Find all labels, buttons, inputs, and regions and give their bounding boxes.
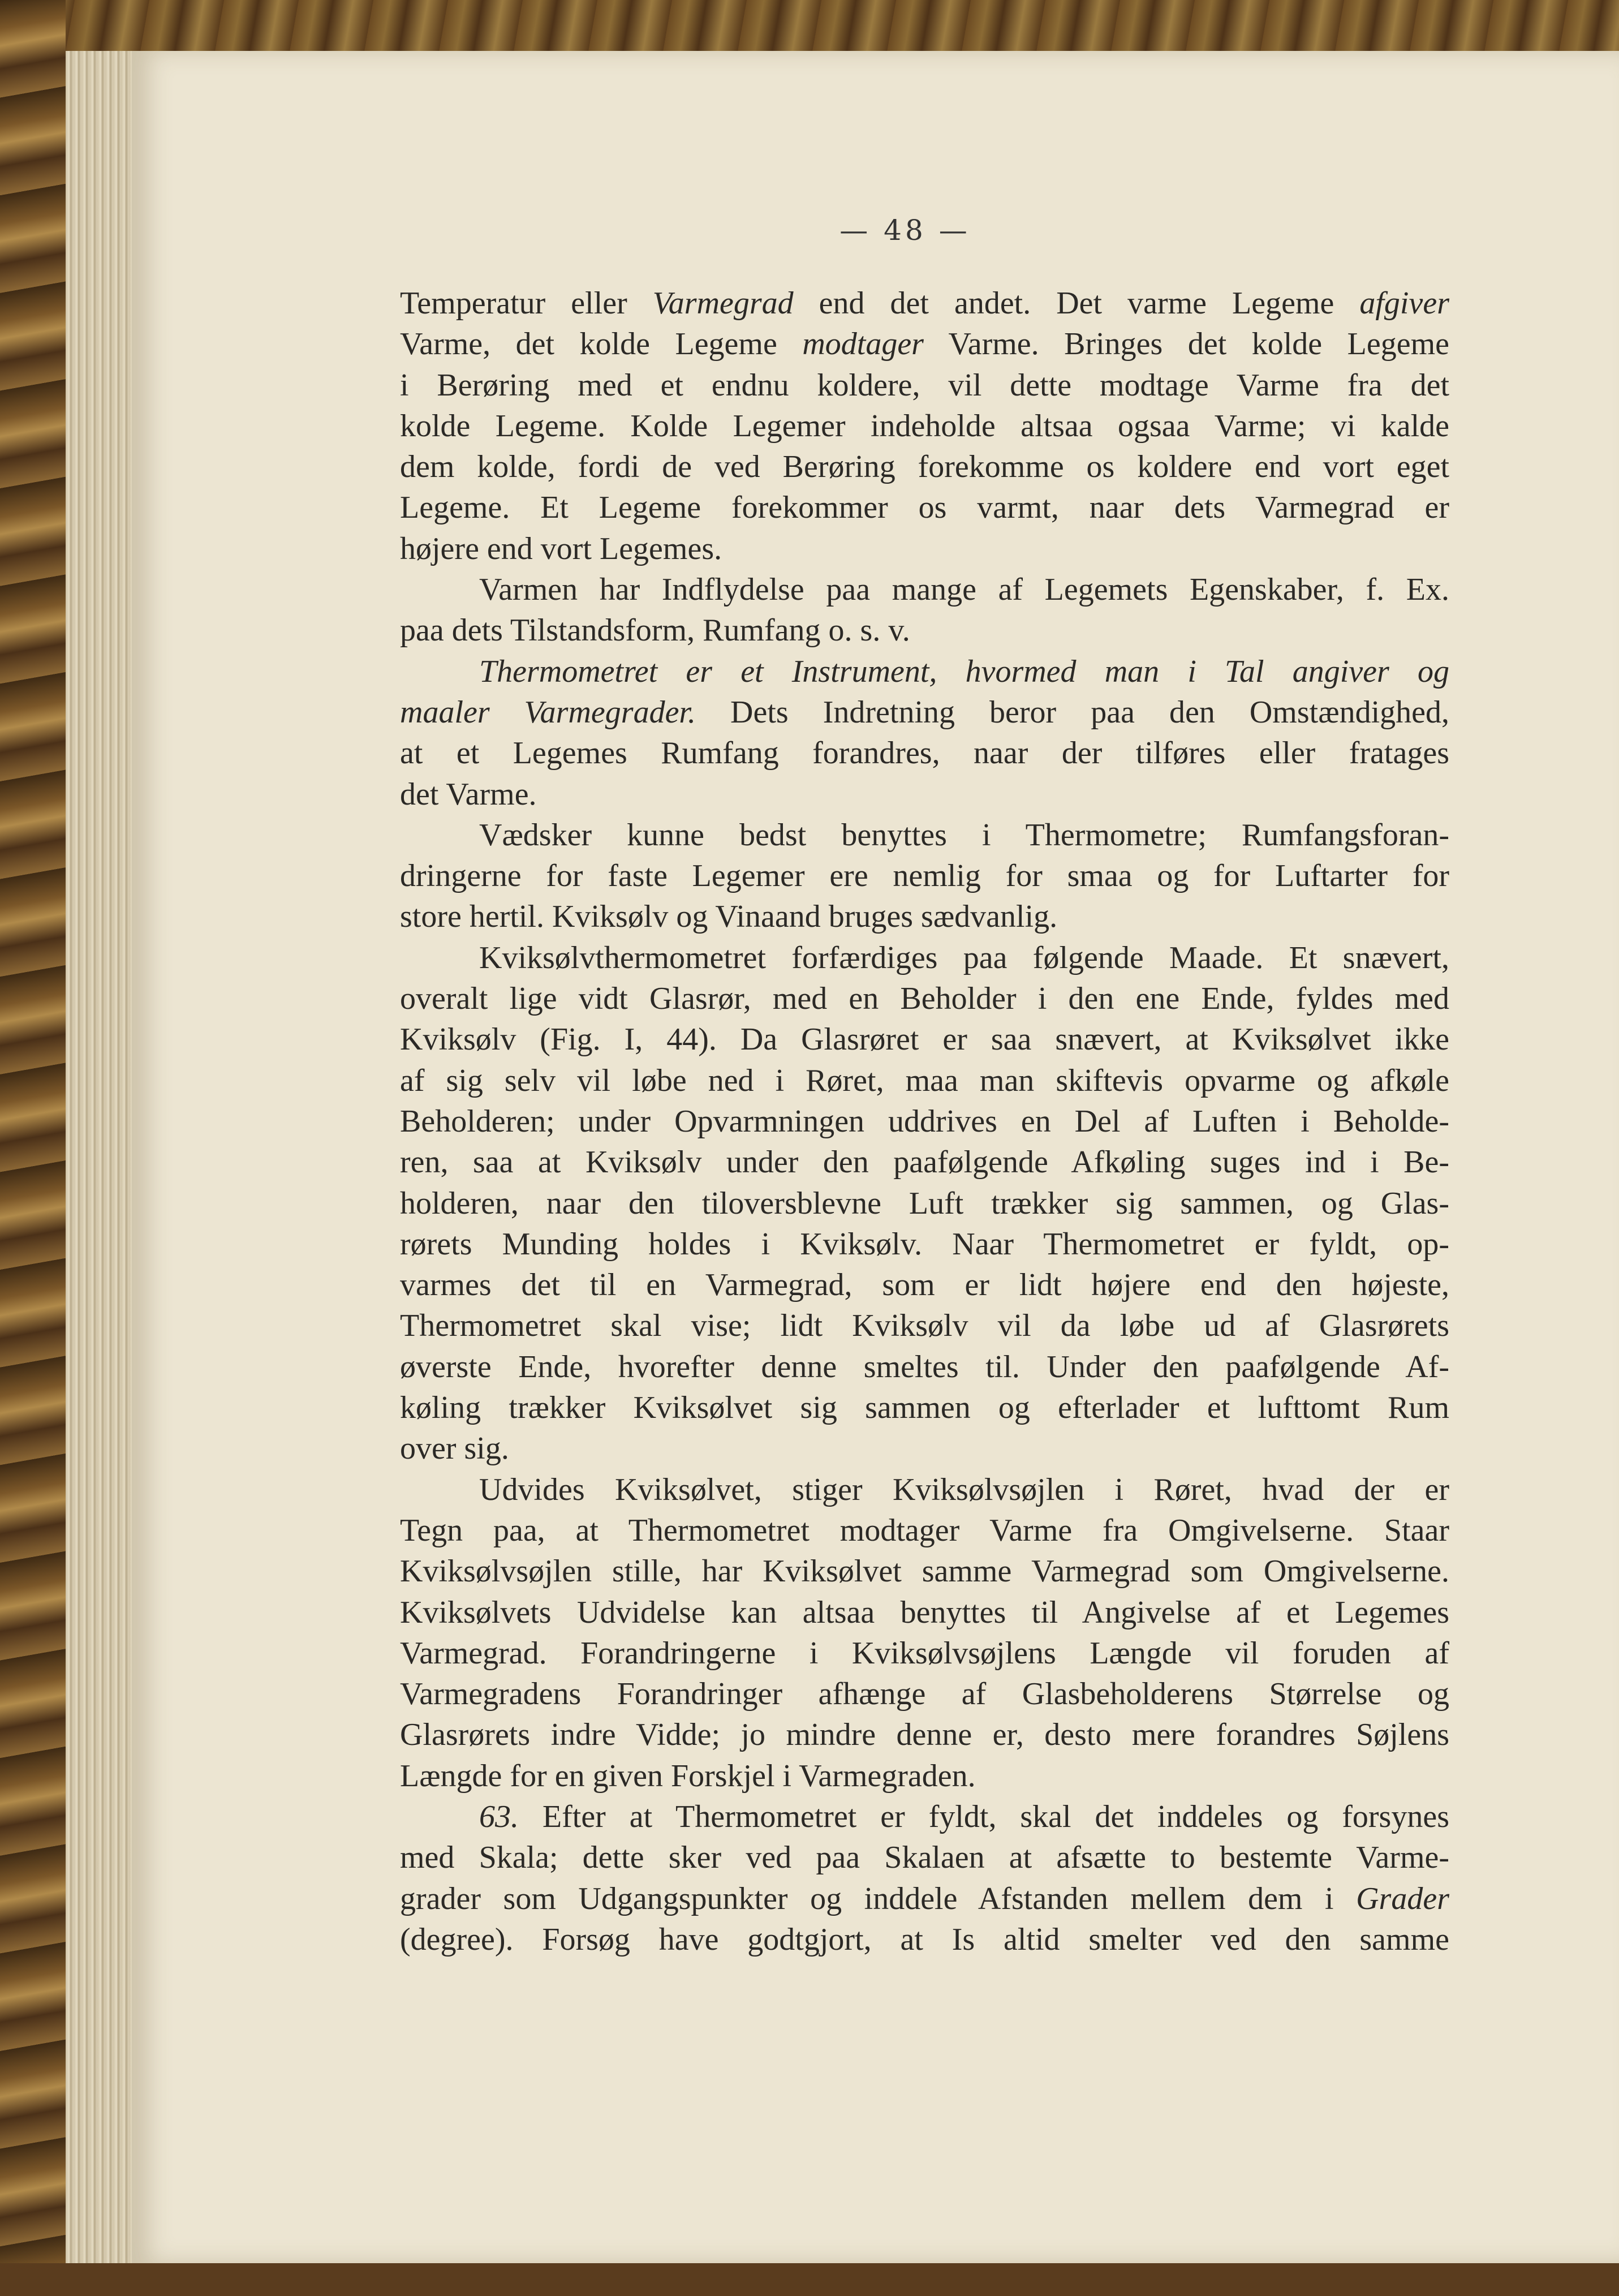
text-segment: Kviksølvsøjlen stille, har Kviksølvet samme Varmegrad som Omgivelserne. [400,1554,1449,1589]
book-cover-top [0,0,1619,51]
text-line [400,1551,1449,1592]
text-segment: Kviksølv (Fig. I, 44). Da Glasrøret er saa snævert, at Kviksølvet ikke [400,1022,1449,1057]
text-segment: kolde Legeme. Kolde Legemer indeholde altsaa ogsaa Varme; vi kalde [400,408,1449,444]
text-line [400,365,1449,406]
text-line [400,1265,1449,1305]
text-segment: Efter at Thermometret er fyldt, skal det inddeles og forsynes [519,1799,1449,1834]
page-edges [66,51,132,2263]
text-segment: højere end vort Legemes. [400,531,722,566]
text-line [400,938,1449,978]
text-segment: paa dets Tilstandsform, Rumfang o. s. v. [400,613,910,648]
italic-text: 63. [479,1799,519,1834]
italic-text: afgiver [1359,286,1449,321]
text-line [400,1142,1449,1183]
text-segment: dem kolde, fordi de ved Berøring forekomme os koldere end vort eget [400,449,1449,485]
text-segment: Kviksølvthermometret forfærdiges paa følgende Maade. Et snævert, [479,940,1449,975]
text-segment: Thermometret skal vise; lidt Kviksølv vil da løbe ud af Glasrørets [400,1308,1449,1344]
text-line [400,978,1449,1019]
text-line [400,1919,1449,1960]
text-line [400,487,1449,528]
italic-text: Varmegrad [652,286,794,321]
text-line [400,324,1449,364]
text-segment: øverste Ende, hvorefter denne smeltes til. Under den paafølgende Af- [400,1349,1449,1385]
text-line [400,1592,1449,1633]
italic-text: Thermometret er et Instrument, hvormed man i Tal angiver og [479,653,1449,689]
text-line [400,283,1449,324]
text-line [400,855,1449,896]
text-segment: rørets Munding holdes i Kviksølv. Naar Thermometret er fyldt, op- [400,1226,1449,1262]
text-line [400,569,1449,610]
text-line [400,1428,1449,1469]
text-line [400,406,1449,446]
text-segment: Tegn paa, at Thermometret modtager Varme fra Omgivelserne. Staar [400,1512,1449,1548]
text-line [400,1224,1449,1265]
text-line [400,1183,1449,1224]
text-segment: at et Legemes Rumfang forandres, naar der tilføres eller fratages [400,736,1449,771]
text-line [400,1469,1449,1510]
text-segment: Varme. Bringes det kolde Legeme [923,326,1450,362]
page-number: — 48 — [839,214,971,247]
text-line [400,774,1449,815]
body-text [400,283,1449,1960]
text-segment: overalt lige vidt Glasrør, med en Beholder i den ene Ende, fyldes med [400,981,1449,1017]
text-line [400,1019,1449,1060]
text-line [400,896,1449,937]
text-segment: Glasrørets indre Vidde; jo mindre denne er, desto mere forandres Søjlens [400,1717,1449,1753]
text-line [400,1387,1449,1428]
text-segment: store hertil. Kviksølv og Vinaand bruges sædvanlig. [400,899,1058,935]
text-line [400,1674,1449,1714]
text-line [400,692,1449,733]
italic-text: maaler Varmegrader. [400,694,696,730]
text-segment: af sig selv vil løbe ned i Røret, maa man skiftevis opvarme og afkøle [400,1063,1449,1098]
text-segment: Varme, det kolde Legeme [400,326,803,362]
text-segment: Varmen har Indflydelse paa mange af Legemets Egenskaber, f. Ex. [479,572,1449,608]
text-segment: Dets Indretning beror paa den Omstændighed, [696,694,1449,730]
text-segment: Vædsker kunne bedst benyttes i Thermometre; Rumfangsforan- [479,817,1449,853]
text-line [400,528,1449,569]
text-line [400,1305,1449,1346]
text-segment: Udvides Kviksølvet, stiger Kviksølvsøjlen i Røret, hvad der er [479,1472,1449,1507]
text-segment: Legeme. Et Legeme forekommer os varmt, naar dets Varmegrad er [400,490,1449,526]
text-line [400,1060,1449,1101]
text-line [400,1633,1449,1674]
italic-text: Grader [1356,1881,1449,1916]
text-segment: Varmegradens Forandringer afhænge af Glasbeholderens Størrelse og [400,1676,1449,1712]
text-segment: dringerne for faste Legemer ere nemlig for smaa og for Luftarter for [400,858,1449,894]
text-segment: ren, saa at Kviksølv under den paafølgende Afkøling suges ind i Be- [400,1145,1449,1180]
text-line [400,446,1449,487]
text-line [400,1101,1449,1142]
text-segment: over sig. [400,1431,509,1467]
text-segment: varmes det til en Varmegrad, som er lidt højere end den højeste, [400,1267,1449,1303]
text-line [400,1756,1449,1796]
text-segment: i Berøring med et endnu koldere, vil dette modtage Varme fra det [400,367,1449,403]
text-line [400,815,1449,855]
text-segment: det Varme. [400,776,537,812]
text-segment: Temperatur eller [400,286,653,321]
text-segment: Kviksølvets Udvidelse kan altsaa benyttes til Angivelse af et Legemes [400,1594,1449,1630]
text-segment: køling trækker Kviksølvet sig sammen og efterlader et lufttomt Rum [400,1390,1449,1426]
text-segment: med Skala; dette sker ved paa Skalaen at afsætte to bestemte Varme- [400,1840,1449,1876]
text-segment: grader som Udgangspunkter og inddele Afstanden mellem dem i [400,1881,1357,1916]
text-line [400,1510,1449,1551]
text-line [400,1837,1449,1878]
text-segment: (degree). Forsøg have godtgjort, at Is altid smelter ved den samme [400,1921,1449,1957]
text-line [400,1878,1449,1919]
text-line [400,1347,1449,1387]
text-segment: end det andet. Det varme Legeme [793,286,1360,321]
book-cover-left [0,0,66,2296]
text-line [400,1714,1449,1755]
text-line [400,610,1449,651]
book-cover-bottom [0,2263,1619,2296]
text-segment: Beholderen; under Opvarmningen uddrives en Del af Luften i Beholde- [400,1103,1449,1139]
text-line [400,1796,1449,1837]
text-segment: Varmegrad. Forandringerne i Kviksølvsøjlens Længde vil foruden af [400,1635,1449,1671]
text-line [400,651,1449,692]
italic-text: modtager [802,326,924,362]
text-line [400,733,1449,773]
text-segment: Længde for en given Forskjel i Varmegraden. [400,1758,976,1794]
text-segment: holderen, naar den tiloversblevne Luft trækker sig sammen, og Glas- [400,1185,1449,1221]
